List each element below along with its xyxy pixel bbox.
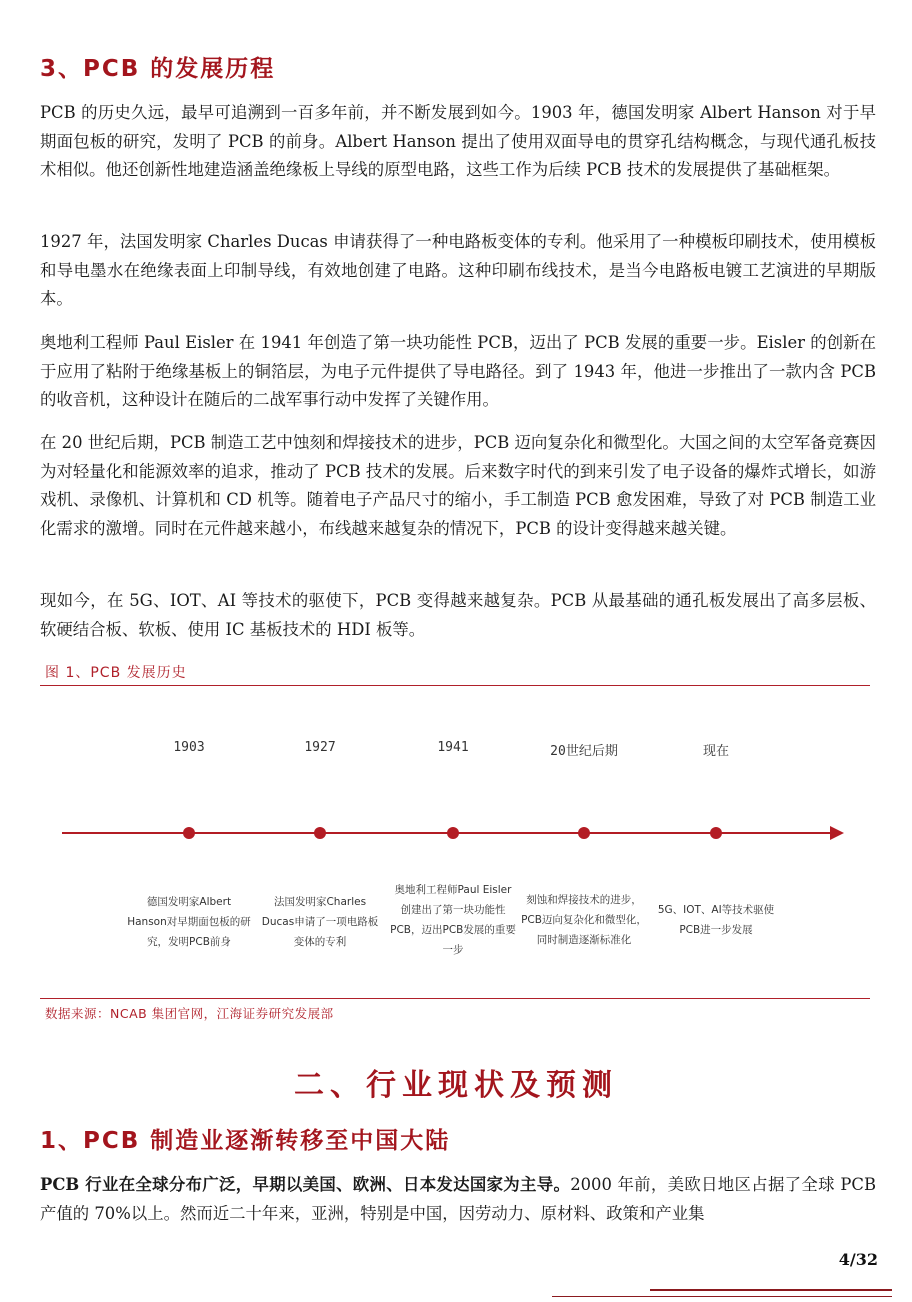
timeline-dot-late-20th <box>578 827 590 839</box>
paragraph-2: 1927 年，法国发明家 Charles Ducas 申请获得了一种电路板变体的专利。他采用了一种模板印刷技术，使用模板和导电墨水在绝缘表面上印制导线，有效地创建了电路。这种印刷布线技术，是当今电路板电镀工艺演进的早期版本。 <box>40 232 876 308</box>
timeline-year-1903: 1903 <box>173 740 205 755</box>
chapter-heading: 二、行业现状及预测 <box>294 1068 618 1103</box>
timeline-year-late-20th: 20世纪后期 <box>550 744 618 759</box>
timeline-year-1927: 1927 <box>304 740 336 755</box>
section-heading-manufacturing-shift: 1、PCB 制造业逐渐转移至中国大陆 <box>40 1128 451 1154</box>
timeline-year-1941: 1941 <box>437 740 469 755</box>
timeline-dot-now <box>710 827 722 839</box>
paragraph-industry-lead: PCB 行业在全球分布广泛，早期以美国、欧洲、日本发达国家为主导。 <box>40 1175 571 1194</box>
figure-source: 数据来源：NCAB 集团官网，江海证券研究发展部 <box>45 1006 334 1021</box>
paragraph-industry <box>40 1171 876 1228</box>
figure-top-rule <box>40 685 870 686</box>
paragraph-3: 奥地利工程师 Paul Eisler 在 1941 年创造了第一块功能性 PCB，迈出了 PCB 发展的重要一步。Eisler 的创新在于应用了粘附于绝缘基板上的铜箔层，为电子元件提供了导电路径。到了 1943 年，他进一步推出了一款内含 PCB 的收音机，这种设计在随后的二战军事行动中发挥了关键作用。 <box>40 333 876 409</box>
timeline-arrow-icon <box>830 826 844 840</box>
pcb-history-timeline <box>40 700 870 990</box>
timeline-desc-now: 5G、IOT、AI等技术驱使PCB进一步发展 <box>657 904 775 936</box>
timeline-desc-1941: 奥地利工程师Paul Eisler创建出了第一块功能性PCB，迈出PCB发展的重要一步 <box>390 884 516 956</box>
footer-rule-thin <box>552 1296 892 1297</box>
timeline-desc-late-20th: 刻蚀和焊接技术的进步，PCB迈向复杂化和微型化，同时制造逐渐标准化 <box>521 894 647 946</box>
timeline-dot-1927 <box>314 827 326 839</box>
timeline-dot-1941 <box>447 827 459 839</box>
paragraph-4: 在 20 世纪后期，PCB 制造工艺中蚀刻和焊接技术的进步，PCB 迈向复杂化和微型化。大国之间的太空军备竞赛因为对轻量化和能源效率的追求，推动了 PCB 技术的发展。后来数字时代的到来引发了电子设备的爆炸式增长，如游戏机、录像机、计算机和 CD 机等。随着电子产品尺寸的缩小，手工制造 PCB 愈发困难，导致了对 PCB 制造工业化需求的激增。同时在元件越来越小，布线越来越复杂的情况下，PCB 的设计变得越来越关键。 <box>40 433 876 538</box>
section-heading-pcb-history: 3、PCB 的发展历程 <box>40 56 276 82</box>
figure-bottom-rule <box>40 998 870 999</box>
figure-caption: 图 1、PCB 发展历史 <box>45 665 187 681</box>
timeline-desc-1927: 法国发明家Charles Ducas申请了一项电路板变体的专利 <box>261 896 379 948</box>
timeline-desc-1903: 德国发明家Albert Hanson对早期面包板的研究，发明PCB前身 <box>127 896 251 948</box>
timeline-dot-1903 <box>183 827 195 839</box>
paragraph-1: PCB 的历史久远，最早可追溯到一百多年前，并不断发展到如今。1903 年，德国发明家 Albert Hanson 对于早期面包板的研究，发明了 PCB 的前身。Albert Hanson 提出了使用双面导电的贯穿孔结构概念，与现代通孔板技术相似。他还创新性地建造涵盖绝缘板上导线的原型电路，这些工作为后续 PCB 技术的发展提供了基础框架。 <box>40 103 876 179</box>
footer-rule-thick <box>650 1289 892 1291</box>
paragraph-5: 现如今，在 5G、IOT、AI 等技术的驱使下，PCB 变得越来越复杂。PCB 从最基础的通孔板发展出了高多层板、软硬结合板、软板、使用 IC 基板技术的 HDI 板等。 <box>40 591 876 639</box>
page-number: 4/32 <box>838 1250 878 1269</box>
timeline-year-now: 现在 <box>702 744 729 759</box>
paragraph-industry-rest: 2000 年前，美欧日地区占据了全球 PCB 产值的 70%以上。然而近二十年来，亚洲，特别是中国，因劳动力、原材料、政策和产业集 <box>40 1175 876 1223</box>
